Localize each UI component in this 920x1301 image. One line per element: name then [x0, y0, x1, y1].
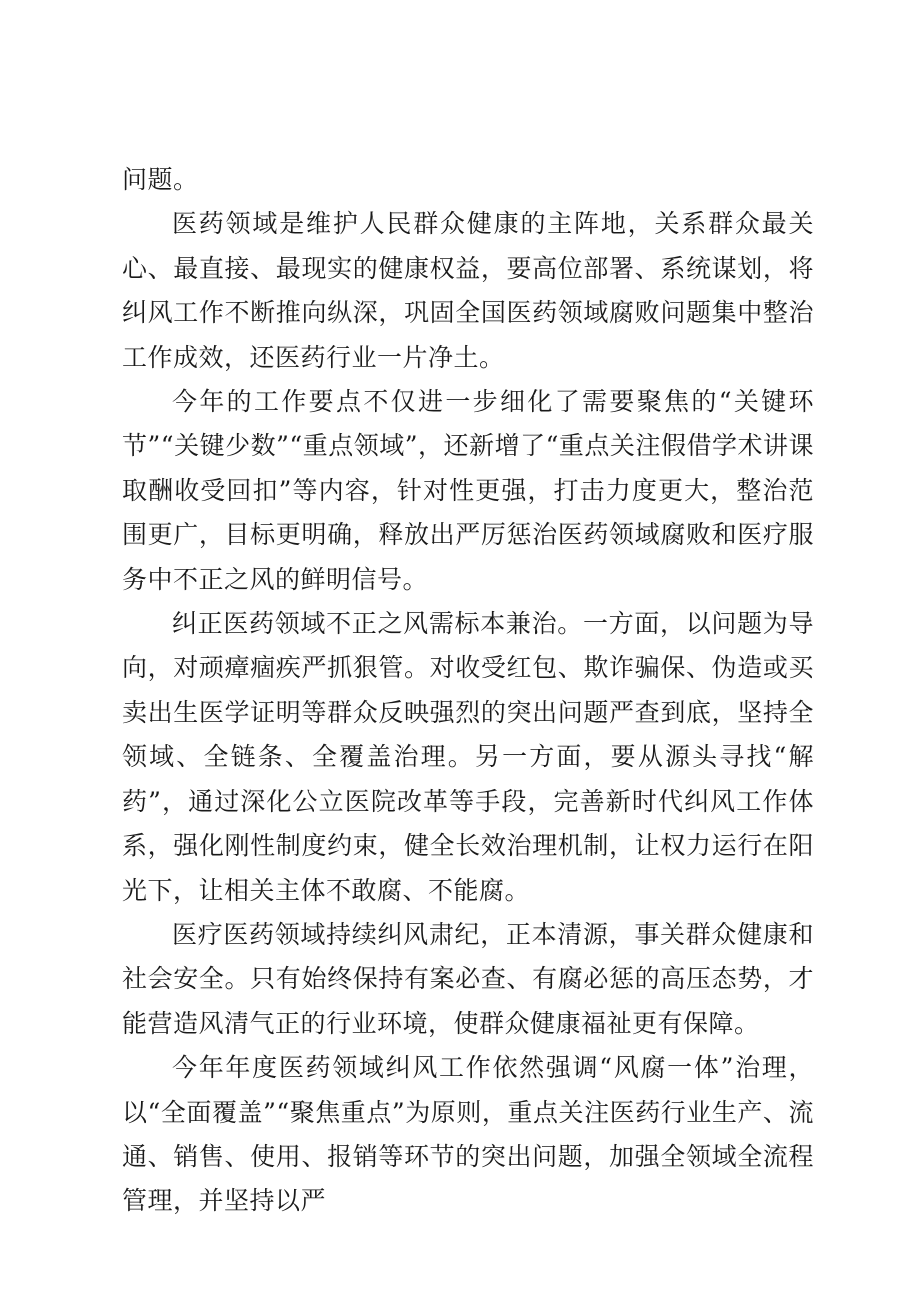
- paragraph-medical-field-importance: 医药领域是维护人民群众健康的主阵地，关系群众最关心、最直接、最现实的健康权益，要高位部署、系统谋划，将纠风工作不断推向纵深，巩固全国医药领域腐败问题集中整治工作成效，还医药行业一片净土。: [122, 209, 814, 372]
- paragraph-root-causes: 纠正医药领域不正之风需标本兼治。一方面，以问题为导向，对顽瘴痼疾严抓狠管。对收受红包、欺诈骗保、伪造或买卖出生医学证明等群众反映强烈的突出问题严查到底，坚持全领域、全链条、全覆盖治理。另一方面，要从源头寻找“解药”，通过深化公立医院改革等手段，完善新时代纠风工作体系，强化刚性制度约束，健全长效治理机制，让权力运行在阳光下，让相关主体不敢腐、不能腐。: [122, 609, 814, 905]
- paragraph-discipline: 医疗医药领域持续纠风肃纪，正本清源，事关群众健康和社会安全。只有始终保持有案必查、有腐必惩的高压态势，才能营造风清气正的行业环境，使群众健康福祉更有保障。: [122, 919, 814, 1038]
- paragraph-annual-work: 今年年度医药领域纠风工作依然强调“风腐一体”治理，以“全面覆盖”“聚焦重点”为原则，重点关注医药行业生产、流通、销售、使用、报销等环节的突出问题，加强全领域全流程管理，并坚持以严: [122, 1053, 814, 1216]
- paragraph-continuation: 问题。: [122, 165, 199, 194]
- paragraph-work-priorities: 今年的工作要点不仅进一步细化了需要聚焦的“关键环节”“关键少数”“重点领域”，还新增了“重点关注假借学术讲课取酬收受回扣”等内容，针对性更强，打击力度更大，整治范围更广，目标更明确，释放出严厉惩治医药领域腐败和医疗服务中不正之风的鲜明信号。: [122, 387, 814, 594]
- document-body: [122, 158, 814, 1224]
